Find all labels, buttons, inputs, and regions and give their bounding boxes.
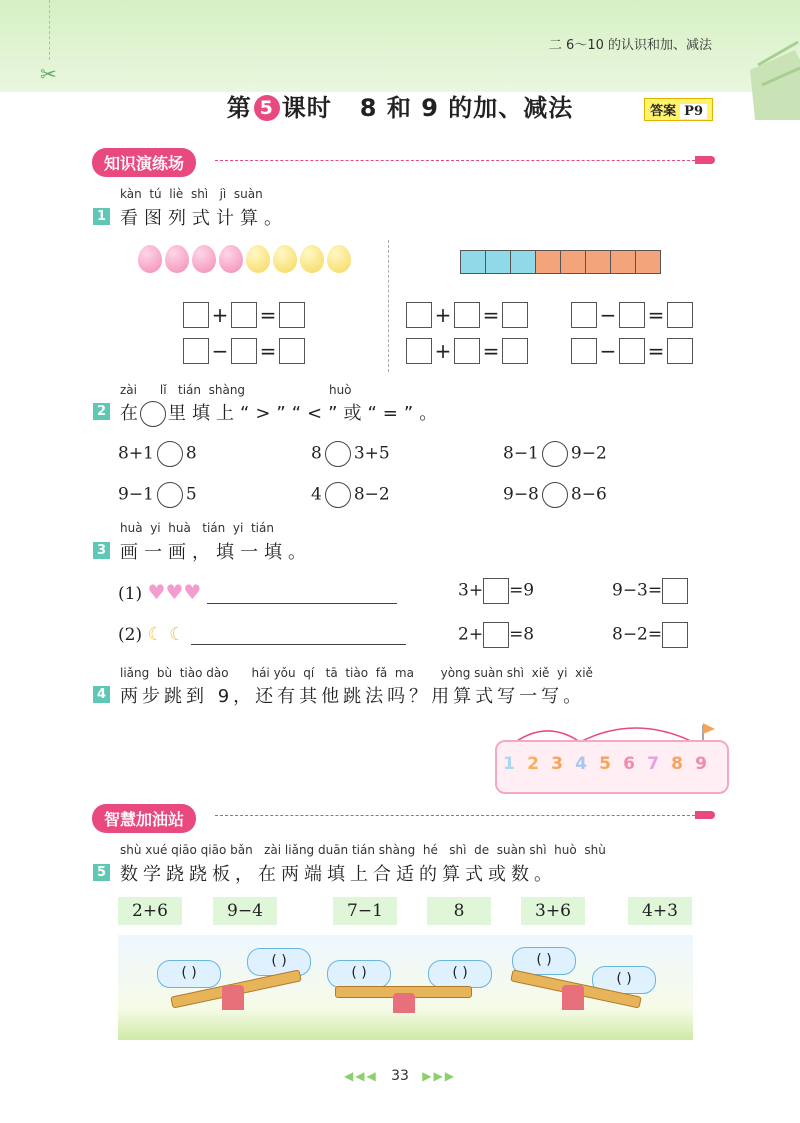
moon-icon: ☾ xyxy=(169,624,186,645)
answer-box[interactable] xyxy=(667,302,693,328)
cube-icon xyxy=(610,250,636,274)
seesaw-base xyxy=(222,985,244,1010)
answer-box[interactable] xyxy=(183,338,209,364)
q4-number: 4 xyxy=(93,686,110,703)
cube-icon xyxy=(485,250,511,274)
section-practice: 知识演练场 xyxy=(92,148,196,177)
q5-text: 数学跷跷板，在两端填上合适的算式或数。 xyxy=(120,864,557,885)
q4-pinyin: liǎng bù tiào dào hái yǒu qí tā tiào fǎ ma yòng suàn shì xiě yi xiě xyxy=(120,666,593,680)
seesaw-slot[interactable]: ( ) xyxy=(157,960,221,988)
balloon-icon xyxy=(246,245,270,273)
q3-eq1: 3+ =9 xyxy=(458,578,534,604)
seesaw-label: 7−1 xyxy=(333,897,397,925)
left-arrows-icon: ◀◀◀ xyxy=(344,1069,378,1083)
cmp-2: 8 3+5 xyxy=(311,441,390,467)
moon-icon: ☾ xyxy=(147,624,164,645)
cmp-4: 9−1 5 xyxy=(118,482,197,508)
answer-box[interactable] xyxy=(406,338,432,364)
cube-row xyxy=(460,250,660,278)
lesson-title: 第 5 课时 8 和 9 的加、减法 xyxy=(226,94,574,122)
q1-number: 1 xyxy=(93,208,110,225)
answer-box[interactable] xyxy=(183,302,209,328)
compare-circle[interactable] xyxy=(542,482,568,508)
cube-icon xyxy=(460,250,486,274)
number-cell: 9 xyxy=(695,754,707,774)
answer-box[interactable] xyxy=(502,338,528,364)
number-cell: 6 xyxy=(623,754,635,774)
cmp-1: 8+1 8 xyxy=(118,441,197,467)
q3-row2: (2) ☾ ☾ xyxy=(118,624,406,645)
answer-badge[interactable]: 答案 P9 xyxy=(644,98,713,121)
q2-pinyin: zài lǐ tián shàng huò xyxy=(120,383,352,397)
compare-circle[interactable] xyxy=(542,441,568,467)
balloon-icon xyxy=(138,245,162,273)
q1-eq-b1: + = xyxy=(406,302,528,328)
answer-box[interactable] xyxy=(502,302,528,328)
number-cell: 7 xyxy=(647,754,659,774)
answer-box[interactable] xyxy=(231,338,257,364)
seesaw-slot[interactable]: ( ) xyxy=(592,966,656,994)
number-cell: 3 xyxy=(551,754,563,774)
answer-box[interactable] xyxy=(619,302,645,328)
seesaw-slot[interactable]: ( ) xyxy=(512,947,576,975)
page-number: 33 xyxy=(391,1068,409,1084)
seesaw-slot[interactable]: ( ) xyxy=(247,948,311,976)
lesson-topic: 8 和 9 的加、减法 xyxy=(359,94,574,122)
seesaw-slot[interactable]: ( ) xyxy=(327,960,391,988)
compare-circle[interactable] xyxy=(325,441,351,467)
seesaw-base xyxy=(393,993,415,1013)
number-line xyxy=(495,740,729,794)
answer-line[interactable] xyxy=(191,626,406,645)
number-cell: 1 xyxy=(503,754,515,774)
heart-icon: ♥ xyxy=(183,580,202,604)
seesaw-label: 4+3 xyxy=(628,897,692,925)
compare-circle[interactable] xyxy=(157,482,183,508)
flag-icon xyxy=(703,723,715,734)
right-arrows-icon: ▶▶▶ xyxy=(422,1069,456,1083)
section-wisdom: 智慧加油站 xyxy=(92,804,196,833)
number-cell: 5 xyxy=(599,754,611,774)
balloon-icon xyxy=(273,245,297,273)
cube-icon xyxy=(560,250,586,274)
cmp-6: 9−8 8−6 xyxy=(503,482,607,508)
cube-icon xyxy=(535,250,561,274)
chapter-title: 二 6～10 的认识和加、减法 xyxy=(548,38,712,53)
q5-pinyin: shù xué qiāo qiāo bǎn zài liǎng duān tián shàng hé shì de suàn shì huò shù xyxy=(120,843,606,857)
seesaw-slot[interactable]: ( ) xyxy=(428,960,492,988)
heart-icon: ♥ xyxy=(147,580,166,604)
cube-icon xyxy=(585,250,611,274)
answer-box[interactable] xyxy=(571,302,597,328)
q4-text: 两步跳到 9，还有其他跳法吗？用算式写一写。 xyxy=(120,686,586,707)
q3-eq3: 2+ =8 xyxy=(458,622,534,648)
cube-icon xyxy=(635,250,661,274)
seesaw-label: 8 xyxy=(427,897,491,925)
number-cell: 2 xyxy=(527,754,539,774)
number-cell: 8 xyxy=(671,754,683,774)
q1-text: 看图列式计算。 xyxy=(120,208,288,229)
section-divider xyxy=(215,815,695,816)
scissors-icon: ✂ xyxy=(40,62,57,86)
lesson-number: 5 xyxy=(254,95,280,121)
section-divider xyxy=(215,160,695,161)
answer-box[interactable] xyxy=(667,338,693,364)
circle-icon xyxy=(140,401,166,427)
answer-box[interactable] xyxy=(231,302,257,328)
balloon-icon xyxy=(327,245,351,273)
answer-box[interactable] xyxy=(619,338,645,364)
q1-pinyin: kàn tú liè shì jì suàn xyxy=(120,187,263,201)
compare-circle[interactable] xyxy=(157,441,183,467)
heart-icon: ♥ xyxy=(165,580,184,604)
cmp-5: 4 8−2 xyxy=(311,482,390,508)
q2-text: 在 里填上“>”“<”或“=”。 xyxy=(120,399,443,427)
compare-circle[interactable] xyxy=(325,482,351,508)
q1-eq-c1: − = xyxy=(571,302,693,328)
q1-eq-b2: + = xyxy=(406,338,528,364)
seesaw-label: 3+6 xyxy=(521,897,585,925)
q1-eq-c2: − = xyxy=(571,338,693,364)
q5-number: 5 xyxy=(93,864,110,881)
q1-eq-a2: − = xyxy=(183,338,305,364)
answer-box[interactable] xyxy=(571,338,597,364)
cube-icon xyxy=(510,250,536,274)
q3-pinyin: huà yi huà tián yi tián xyxy=(120,521,274,535)
seesaw-label: 2+6 xyxy=(118,897,182,925)
answer-box[interactable] xyxy=(454,302,480,328)
q3-row1: (1) ♥♥♥ xyxy=(118,580,397,604)
seesaw-base xyxy=(562,985,584,1010)
seesaw-label: 9−4 xyxy=(213,897,277,925)
pencil-icon xyxy=(695,156,715,164)
q3-number: 3 xyxy=(93,542,110,559)
answer-line[interactable] xyxy=(207,585,397,604)
number-cell: 4 xyxy=(575,754,587,774)
answer-box[interactable] xyxy=(279,338,305,364)
q1-divider xyxy=(388,240,389,372)
q3-text: 画一画，填一填。 xyxy=(120,542,312,563)
q3-eq2: 9−3= xyxy=(612,578,688,604)
q2-number: 2 xyxy=(93,403,110,420)
balloon-icon xyxy=(219,245,243,273)
answer-box[interactable] xyxy=(454,338,480,364)
answer-box[interactable] xyxy=(279,302,305,328)
q1-eq-a1: + = xyxy=(183,302,305,328)
balloon-icon xyxy=(192,245,216,273)
cmp-3: 8−1 9−2 xyxy=(503,441,607,467)
balloon-icon xyxy=(165,245,189,273)
cut-line xyxy=(49,0,50,60)
page-footer xyxy=(0,1068,800,1084)
balloon-group xyxy=(138,245,354,277)
answer-box[interactable] xyxy=(406,302,432,328)
balloon-icon xyxy=(300,245,324,273)
q3-eq4: 8−2= xyxy=(612,622,688,648)
pencil-icon xyxy=(695,811,715,819)
